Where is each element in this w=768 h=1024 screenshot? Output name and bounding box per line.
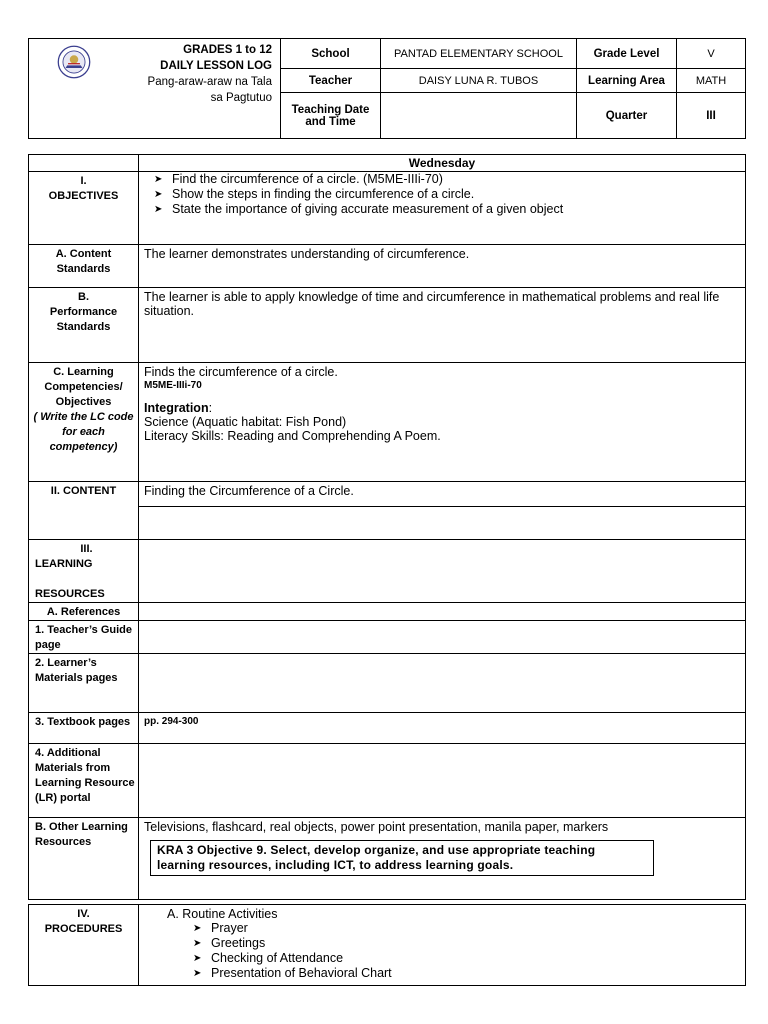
learning-resources-value bbox=[139, 540, 746, 603]
teacher-label: Teacher bbox=[281, 69, 381, 93]
procedures-label bbox=[29, 905, 139, 986]
objectives-label-text: OBJECTIVES bbox=[48, 190, 119, 202]
learning-resources-line1: LEARNING bbox=[35, 558, 93, 570]
procedures-value bbox=[139, 905, 746, 986]
performance-standards-label bbox=[29, 288, 139, 363]
objective-item: ➤ Find the circumference of a circle. (M5ME-IIIi-70) bbox=[172, 172, 740, 187]
integration-colon: : bbox=[208, 401, 213, 415]
learning-resources-line2: RESOURCES bbox=[35, 588, 105, 600]
performance-label-text: Performance Standards bbox=[49, 306, 118, 333]
textbook-label: 3. Textbook pages bbox=[29, 713, 139, 744]
content-blank-cell bbox=[139, 507, 746, 540]
doc-title-block bbox=[148, 42, 272, 106]
routine-item: ➤ Checking of Attendance bbox=[211, 951, 745, 966]
objectives-list bbox=[144, 172, 740, 217]
learning-competencies-note: ( Write the LC code for each competency) bbox=[33, 411, 134, 453]
school-label: School bbox=[281, 39, 381, 69]
routine-heading: A. Routine Activities bbox=[167, 907, 278, 921]
school-value: PANTAD ELEMENTARY SCHOOL bbox=[381, 39, 577, 69]
integration-science: Science (Aquatic habitat: Fish Pond) bbox=[144, 415, 347, 429]
procedures-table bbox=[28, 904, 746, 986]
integration-label: Integration bbox=[144, 401, 209, 415]
learning-competencies-label bbox=[29, 363, 139, 482]
doc-subtitle-line2: sa Pagtutuo bbox=[210, 92, 272, 104]
objective-item: ➤ Show the steps in finding the circumference of a circle. bbox=[172, 187, 740, 202]
references-label: A. References bbox=[29, 603, 139, 621]
content-label: II. CONTENT bbox=[29, 482, 139, 540]
content-value: Finding the Circumference of a Circle. bbox=[139, 482, 746, 507]
competency-code: M5ME-IIIi-70 bbox=[144, 380, 202, 391]
other-resources-value bbox=[139, 818, 746, 900]
textbook-value: pp. 294-300 bbox=[139, 713, 746, 744]
lesson-table bbox=[28, 154, 746, 900]
procedures-label-text: PROCEDURES bbox=[44, 923, 123, 935]
performance-standards-value: The learner is able to apply knowledge of time and circumference in mathematical problems and real life situation. bbox=[139, 288, 746, 363]
learners-materials-label: 2. Learner’s Materials pages bbox=[29, 654, 139, 713]
routine-item: ➤ Prayer bbox=[211, 921, 745, 936]
routine-list bbox=[139, 921, 745, 981]
teacher-value: DAISY LUNA R. TUBOS bbox=[381, 69, 577, 93]
references-value bbox=[139, 603, 746, 621]
integration-literacy: Literacy Skills: Reading and Comprehending A Poem. bbox=[144, 429, 441, 443]
teachers-guide-label: 1. Teacher’s Guide page bbox=[29, 621, 139, 654]
kra-callout-box: KRA 3 Objective 9. Select, develop organize, and use appropriate teaching learning resources, including ICT, to address learning goals. bbox=[150, 840, 654, 876]
routine-item: ➤ Greetings bbox=[211, 936, 745, 951]
deped-seal-icon bbox=[57, 45, 91, 79]
doc-title-line2: DAILY LESSON LOG bbox=[160, 60, 272, 72]
objectives-value bbox=[139, 172, 746, 245]
header-table bbox=[28, 38, 746, 139]
performance-label-num: B. bbox=[78, 291, 89, 303]
other-resources-label: B. Other Learning Resources bbox=[29, 818, 139, 900]
procedures-label-num: IV. bbox=[77, 908, 90, 920]
routine-item: ➤ Presentation of Behavioral Chart bbox=[211, 966, 745, 981]
doc-title-line1: GRADES 1 to 12 bbox=[183, 44, 272, 56]
learning-resources-label bbox=[29, 540, 139, 603]
learning-competencies-label-text: C. Learning Competencies/ Objectives bbox=[44, 366, 123, 408]
doc-subtitle-line1: Pang-araw-araw na Tala bbox=[147, 76, 272, 88]
teachers-guide-value bbox=[139, 621, 746, 654]
learning-resources-num: III. bbox=[80, 543, 93, 555]
doc-title-cell bbox=[29, 39, 281, 139]
content-standards-value: The learner demonstrates understanding of circumference. bbox=[139, 245, 746, 288]
other-resources-text: Televisions, flashcard, real objects, power point presentation, manila paper, markers bbox=[144, 820, 609, 834]
grade-level-value: V bbox=[677, 39, 746, 69]
corner-cell bbox=[29, 155, 139, 172]
objective-item: ➤ State the importance of giving accurate measurement of a given object bbox=[172, 202, 740, 217]
grade-level-label: Grade Level bbox=[577, 39, 677, 69]
content-standards-label: A. Content Standards bbox=[29, 245, 139, 288]
learning-competencies-value bbox=[139, 363, 746, 482]
competency-text: Finds the circumference of a circle. bbox=[144, 365, 338, 379]
learners-materials-value bbox=[139, 654, 746, 713]
learning-area-value: MATH bbox=[677, 69, 746, 93]
quarter-label: Quarter bbox=[577, 93, 677, 139]
teaching-date-value bbox=[381, 93, 577, 139]
teaching-date-label: Teaching Date and Time bbox=[281, 93, 381, 139]
day-header: Wednesday bbox=[139, 155, 746, 172]
additional-materials-label: 4. Additional Materials from Learning Resource (LR) portal bbox=[29, 744, 139, 818]
quarter-value: III bbox=[677, 93, 746, 139]
objectives-label-num: I. bbox=[80, 175, 87, 187]
additional-materials-value bbox=[139, 744, 746, 818]
objectives-label bbox=[29, 172, 139, 245]
learning-area-label: Learning Area bbox=[577, 69, 677, 93]
